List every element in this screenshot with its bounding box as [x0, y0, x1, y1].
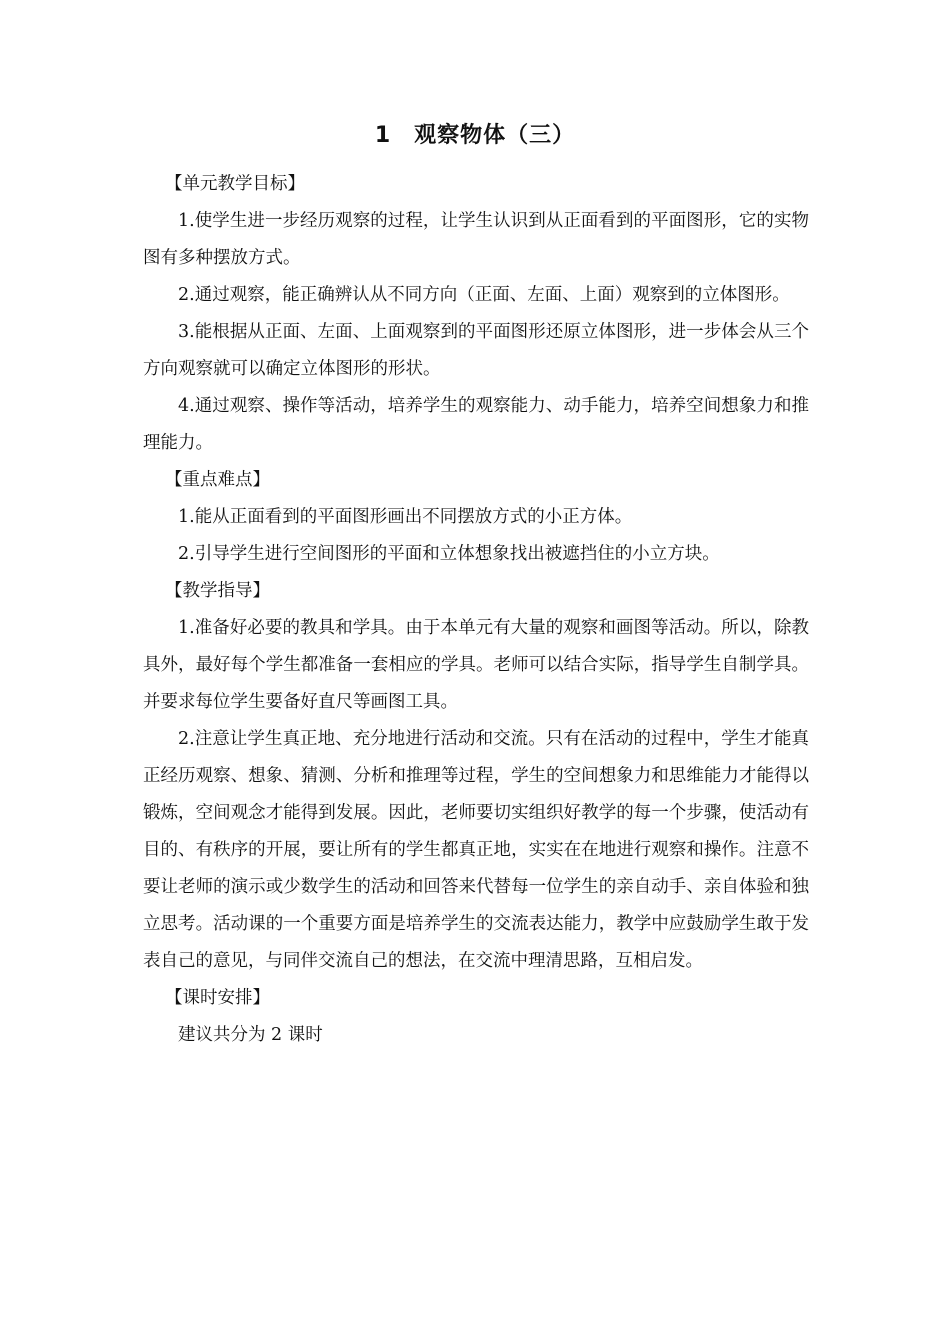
paragraph: 2.注意让学生真正地、充分地进行活动和交流。只有在活动的过程中，学生才能真正经历观察、想象、猜测、分析和推理等过程，学生的空间想象力和思维能力才能得以锻炼，空间观念才能得到发展。因此，老师要切实组织好教学的每一个步骤，使活动有目的、有秩序的开展，要让所有的学生都真正地，实实在在地进行观察和操作。注意不要让老师的演示或少数学生的活动和回答来代替每一位学生的亲自动手、亲自体验和独立思考。活动课的一个重要方面是培养学生的交流表达能力，教学中应鼓励学生敢于发表自己的意见，与同伴交流自己的想法，在交流中理清思路，互相启发。 — [143, 729, 809, 971]
document-body — [143, 166, 809, 1054]
section-heading-schedule: 【课时安排】 — [165, 988, 270, 1008]
section-heading-teaching-guidance: 【教学指导】 — [165, 581, 270, 601]
paragraph: 建议共分为 2 课时 — [178, 1025, 323, 1045]
paragraph: 1.能从正面看到的平面图形画出不同摆放方式的小正方体。 — [178, 507, 633, 527]
paragraph: 1.准备好必要的教具和学具。由于本单元有大量的观察和画图等活动。所以，除教具外，最好每个学生都准备一套相应的学具。老师可以结合实际，指导学生自制学具。并要求每位学生要备好直尺等画图工具。 — [143, 618, 809, 712]
paragraph: 3.能根据从正面、左面、上面观察到的平面图形还原立体图形，进一步体会从三个方向观察就可以确定立体图形的形状。 — [143, 322, 809, 379]
paragraph: 1.使学生进一步经历观察的过程，让学生认识到从正面看到的平面图形，它的实物图有多种摆放方式。 — [143, 211, 809, 268]
section-heading-key-points: 【重点难点】 — [165, 470, 270, 490]
section-heading-unit-goals: 【单元教学目标】 — [165, 174, 305, 194]
paragraph: 4.通过观察、操作等活动，培养学生的观察能力、动手能力，培养空间想象力和推理能力。 — [143, 396, 809, 453]
document-title: 1 观察物体（三） — [374, 123, 576, 148]
paragraph: 2.通过观察，能正确辨认从不同方向（正面、左面、上面）观察到的立体图形。 — [178, 285, 790, 305]
paragraph: 2.引导学生进行空间图形的平面和立体想象找出被遮挡住的小立方块。 — [178, 544, 720, 564]
